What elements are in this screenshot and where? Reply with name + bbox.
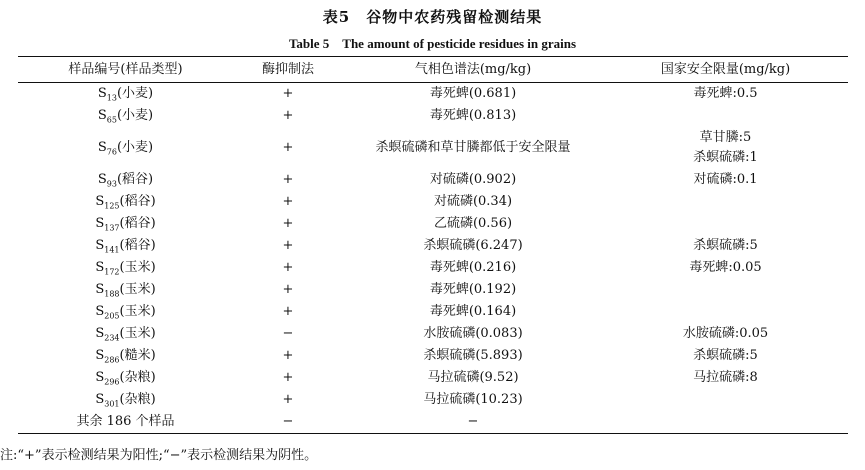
cell-sample-id — [18, 235, 233, 257]
cell-gc-result: 杀螟硫磷(6.247) — [423, 238, 523, 253]
limit-value: 对硫磷:0.1 — [693, 172, 758, 187]
cell-safety-limit — [603, 105, 848, 127]
sample-number: 76 — [106, 147, 117, 157]
sample-prefix: S — [97, 108, 107, 123]
cell-gc-result: 杀螟硫磷(5.893) — [423, 348, 523, 363]
sample-type: (稻谷) — [116, 172, 154, 187]
cell-enzyme-result: + — [282, 370, 294, 385]
table-row — [18, 301, 848, 323]
cell-enzyme-result: + — [282, 86, 294, 101]
cell-sample-id — [18, 279, 233, 301]
cell-enzyme-result: + — [282, 304, 294, 319]
limit-value: 草甘膦:5 — [699, 130, 752, 145]
sample-number: 172 — [104, 267, 120, 277]
sample-prefix: S — [95, 238, 105, 253]
sample-type: (玉米) — [119, 282, 156, 297]
header-sample-id: 样品编号(样品类型) — [68, 62, 183, 77]
sample-type: (糙米) — [119, 348, 156, 363]
cell-safety-limit — [603, 191, 848, 213]
sample-number: 93 — [106, 179, 117, 189]
cell-safety-limit — [603, 83, 848, 106]
cell-safety-limit — [603, 411, 848, 434]
cell-sample-id — [18, 213, 233, 235]
table-title-english: Table 5 The amount of pesticide residues in grains — [288, 36, 577, 51]
cell-gc-result: 毒死蜱(0.192) — [429, 282, 517, 297]
cell-gc-result: 毒死蜱(0.164) — [429, 304, 517, 319]
sample-type: (玉米) — [119, 260, 156, 275]
sample-prefix: S — [97, 172, 107, 187]
sample-prefix: S — [95, 304, 105, 319]
cell-sample-id — [18, 105, 233, 127]
sample-type: (稻谷) — [119, 238, 156, 253]
sample-number: 125 — [104, 201, 120, 211]
sample-type: (玉米) — [119, 326, 156, 341]
cell-enzyme-result: + — [282, 260, 294, 275]
cell-enzyme-result: + — [282, 140, 294, 155]
limit-value: 毒死蜱:0.5 — [693, 86, 758, 101]
table-row — [18, 367, 848, 389]
header-gc-method: 气相色谱法(mg/kg) — [414, 62, 532, 77]
cell-sample-id — [18, 191, 233, 213]
cell-gc-result: 毒死蜱(0.216) — [429, 260, 517, 275]
cell-gc-result: 马拉硫磷(9.52) — [427, 370, 519, 385]
cell-sample-id — [18, 169, 233, 191]
table-row — [18, 389, 848, 411]
table-footnote: 注:“+”表示检测结果为阳性;“−”表示检测结果为阴性。 — [0, 448, 318, 463]
header-enzyme-method: 酶抑制法 — [261, 62, 314, 77]
cell-safety-limit — [603, 323, 848, 345]
sample-number: 137 — [104, 223, 120, 233]
sample-number: 301 — [104, 399, 120, 409]
sample-prefix: S — [95, 392, 105, 407]
sample-type: (杂粮) — [119, 370, 156, 385]
cell-gc-result: 马拉硫磷(10.23) — [423, 392, 523, 407]
sample-prefix: S — [95, 194, 105, 209]
table-row — [18, 235, 848, 257]
cell-gc-result: 毒死蜱(0.813) — [429, 108, 517, 123]
sample-prefix: S — [97, 86, 107, 101]
cell-safety-limit — [603, 301, 848, 323]
cell-sample-id — [18, 411, 233, 434]
sample-number: 188 — [104, 289, 120, 299]
table-row — [18, 169, 848, 191]
cell-enzyme-result: + — [282, 108, 294, 123]
limit-value: 水胺硫磷:0.05 — [682, 326, 769, 341]
cell-gc-result: − — [467, 414, 479, 429]
limit-value: 杀螟硫磷:5 — [693, 348, 758, 363]
cell-enzyme-result: − — [282, 326, 294, 341]
table-row — [18, 323, 848, 345]
sample-number: 286 — [104, 355, 120, 365]
sample-type: (稻谷) — [119, 216, 156, 231]
sample-prefix: S — [95, 348, 105, 363]
limit-value: 杀螟硫磷:5 — [693, 238, 758, 253]
table-row — [18, 191, 848, 213]
cell-enzyme-result: + — [282, 216, 294, 231]
sample-type: (玉米) — [119, 304, 156, 319]
cell-safety-limit — [603, 169, 848, 191]
cell-enzyme-result: + — [282, 348, 294, 363]
table-title-chinese: 表5 谷物中农药残留检测结果 — [322, 8, 543, 26]
cell-sample-id — [18, 345, 233, 367]
table-row — [18, 345, 848, 367]
cell-gc-result: 毒死蜱(0.681) — [429, 86, 517, 101]
cell-enzyme-result: + — [282, 392, 294, 407]
header-safety-limit: 国家安全限量(mg/kg) — [660, 62, 791, 77]
sample-prefix: S — [95, 326, 105, 341]
sample-prefix: S — [95, 370, 105, 385]
cell-gc-result: 杀螟硫磷和草甘膦都低于安全限量 — [375, 140, 571, 155]
cell-gc-result: 水胺硫磷(0.083) — [423, 326, 523, 341]
cell-enzyme-result: + — [282, 172, 294, 187]
table-row — [18, 127, 848, 169]
limit-value: 毒死蜱:0.05 — [689, 260, 762, 275]
table-body — [18, 83, 848, 434]
sample-type: (稻谷) — [119, 194, 156, 209]
cell-safety-limit — [603, 257, 848, 279]
cell-enzyme-result: + — [282, 282, 294, 297]
cell-gc-result: 对硫磷(0.34) — [433, 194, 513, 209]
cell-sample-id — [18, 301, 233, 323]
table-row — [18, 213, 848, 235]
sample-type: (小麦) — [116, 108, 154, 123]
limit-value: 杀螟硫磷:1 — [693, 150, 758, 165]
cell-safety-limit — [603, 213, 848, 235]
sample-prefix: S — [95, 282, 105, 297]
table-row — [18, 257, 848, 279]
cell-sample-id — [18, 127, 233, 169]
sample-number: 65 — [106, 115, 117, 125]
cell-sample-id — [18, 257, 233, 279]
table-header-row — [18, 57, 848, 83]
pesticide-residue-table — [18, 56, 848, 434]
cell-sample-id — [18, 323, 233, 345]
sample-type: (杂粮) — [119, 392, 156, 407]
sample-type: (小麦) — [116, 86, 154, 101]
sample-number: 296 — [104, 377, 120, 387]
table-row — [18, 83, 848, 106]
limit-value: 马拉硫磷:8 — [693, 370, 758, 385]
cell-safety-limit — [603, 279, 848, 301]
sample-number: 13 — [106, 93, 117, 103]
cell-gc-result: 乙硫磷(0.56) — [433, 216, 513, 231]
cell-sample-id — [18, 389, 233, 411]
sample-prefix: S — [95, 260, 105, 275]
sample-prefix: S — [97, 140, 107, 155]
sample-type: (小麦) — [116, 140, 154, 155]
cell-sample-id — [18, 367, 233, 389]
sample-number: 205 — [104, 311, 120, 321]
table-row — [18, 105, 848, 127]
cell-sample-id — [18, 83, 233, 106]
cell-enzyme-result: + — [282, 194, 294, 209]
sample-number: 141 — [104, 245, 120, 255]
sample-prefix: S — [95, 216, 105, 231]
cell-safety-limit — [603, 235, 848, 257]
cell-enzyme-result: − — [282, 414, 294, 429]
sample-type: 其余 186 个样品 — [76, 414, 175, 429]
table-row — [18, 411, 848, 434]
cell-gc-result: 对硫磷(0.902) — [429, 172, 517, 187]
cell-safety-limit — [603, 389, 848, 411]
cell-safety-limit — [603, 345, 848, 367]
cell-safety-limit — [603, 127, 848, 169]
sample-number: 234 — [104, 333, 120, 343]
table-row — [18, 279, 848, 301]
cell-safety-limit — [603, 367, 848, 389]
cell-enzyme-result: + — [282, 238, 294, 253]
